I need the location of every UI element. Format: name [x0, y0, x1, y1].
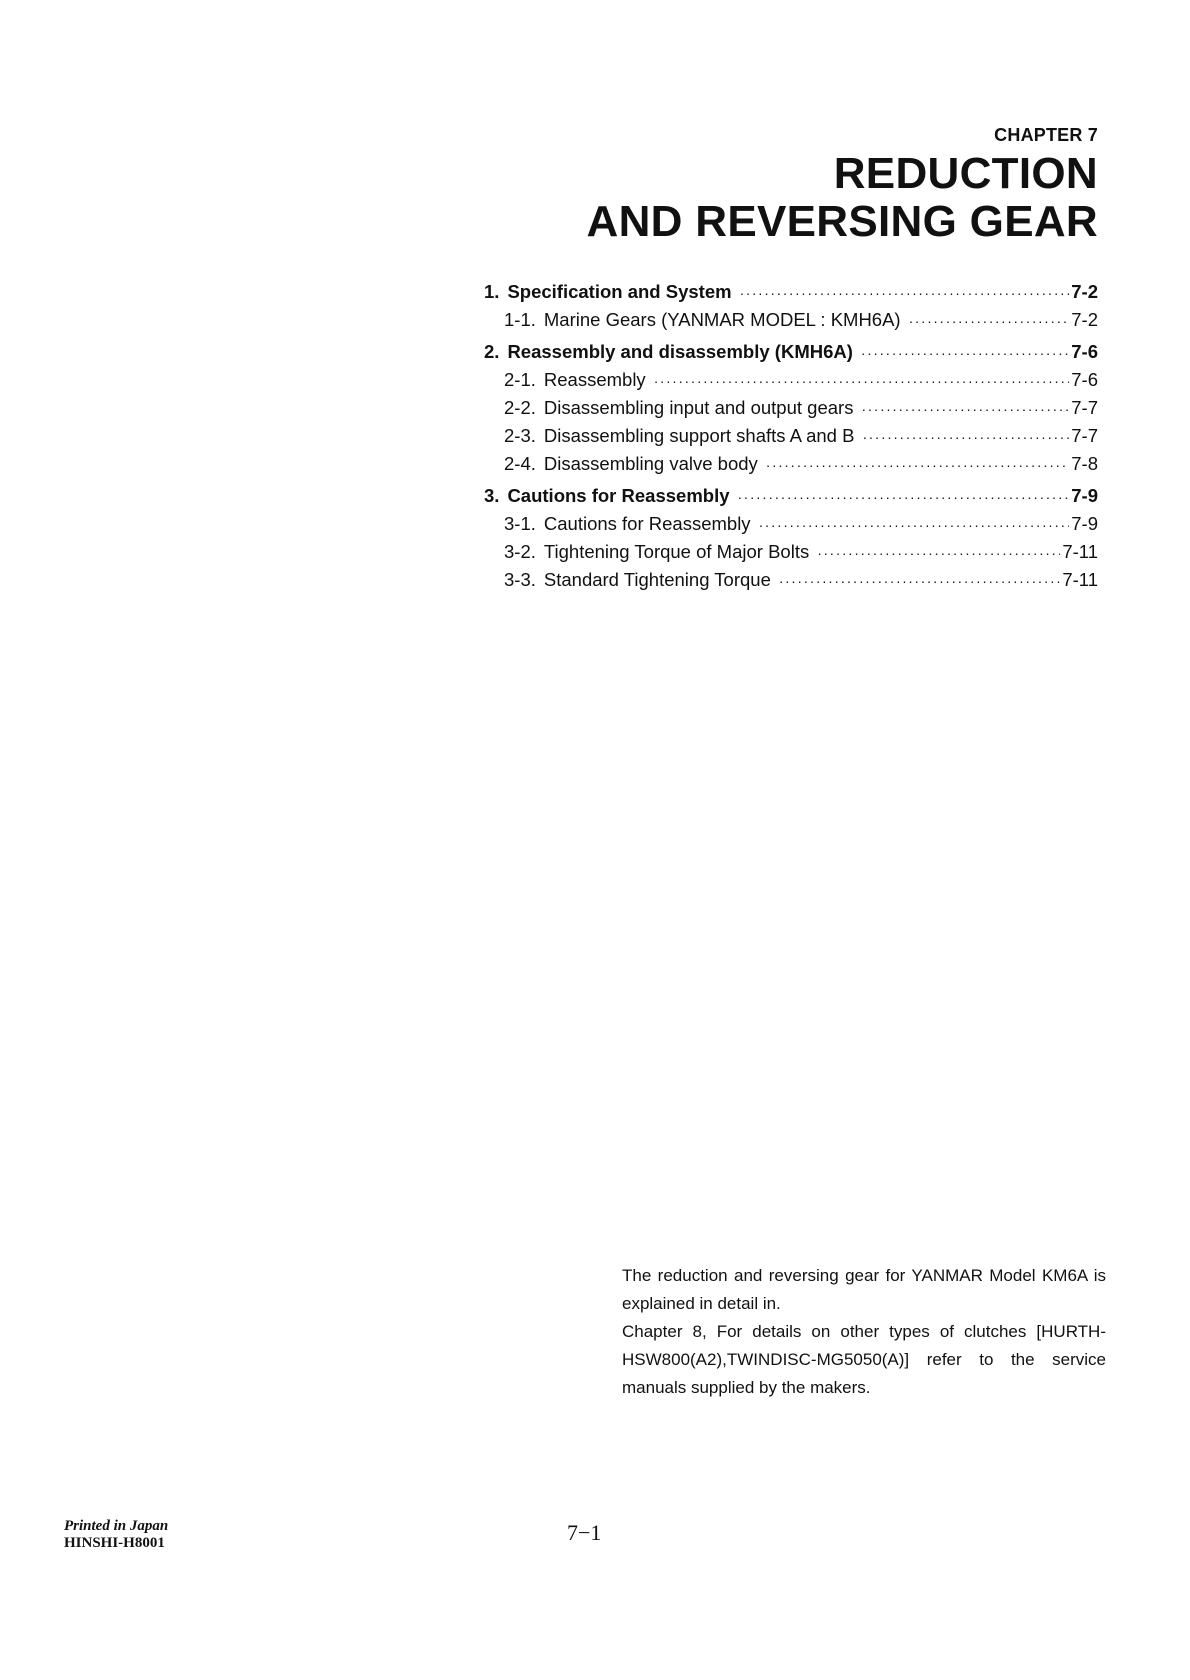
toc-entry-page: 7-2	[1071, 281, 1098, 302]
chapter-label: CHAPTER 7	[994, 125, 1098, 145]
footer-imprint	[64, 1518, 168, 1552]
table-of-contents	[484, 278, 1098, 594]
toc-entry[interactable]	[484, 450, 1098, 478]
toc-entry-title: Cautions for Reassembly	[507, 485, 730, 506]
toc-entry-page: 7-8	[1071, 453, 1098, 474]
chapter-note	[622, 1262, 1106, 1402]
toc-entry-number: 3-2.	[504, 541, 536, 562]
toc-entry-page: 7-7	[1071, 425, 1098, 446]
toc-entry-page: 7-9	[1071, 513, 1098, 534]
toc-entry-number: 3.	[484, 485, 500, 506]
chapter-title-line-1: REDUCTION	[833, 149, 1098, 198]
toc-entry-number: 2-1.	[504, 369, 536, 390]
toc-entry-title: Specification and System	[507, 281, 732, 302]
toc-entry-title: Standard Tightening Torque	[543, 569, 771, 590]
toc-entry-title: Reassembly and disassembly (KMH6A)	[507, 341, 853, 362]
toc-entry-title: Marine Gears (YANMAR MODEL : KMH6A)	[543, 309, 901, 330]
toc-entry-title: Disassembling valve body	[543, 453, 758, 474]
toc-entry[interactable]	[484, 306, 1098, 334]
toc-entry-page: 7-6	[1071, 341, 1098, 362]
toc-entry-title: Reassembly	[543, 369, 646, 390]
toc-leader-dots	[779, 567, 1060, 595]
toc-entry-page: 7-7	[1071, 397, 1098, 418]
toc-leader-dots	[817, 539, 1060, 567]
toc-leader-dots	[766, 451, 1069, 479]
toc-leader-dots	[654, 367, 1070, 395]
toc-entry[interactable]	[484, 422, 1098, 450]
toc-leader-dots	[909, 307, 1070, 335]
toc-leader-dots	[862, 423, 1069, 451]
toc-entry-title: Cautions for Reassembly	[543, 513, 751, 534]
toc-entry[interactable]	[484, 510, 1098, 538]
toc-entry[interactable]	[484, 566, 1098, 594]
toc-entry-title: Disassembling input and output gears	[543, 397, 854, 418]
toc-leader-dots	[738, 483, 1070, 511]
note-paragraph-2: Chapter 8, For details on other types of clutches [HURTH-HSW800(A2),TWINDISC-MG5050(A)] refer to the service manuals supplied by the makers.	[622, 1322, 1106, 1397]
page-number: 7−1	[567, 1520, 602, 1545]
toc-entry-title: Tightening Torque of Major Bolts	[543, 541, 810, 562]
toc-entry[interactable]	[484, 338, 1098, 366]
toc-leader-dots	[861, 339, 1069, 367]
toc-leader-dots	[861, 395, 1069, 423]
chapter-title-line-2: AND REVERSING GEAR	[586, 197, 1098, 246]
toc-entry[interactable]	[484, 366, 1098, 394]
toc-entry-number: 2-3.	[504, 425, 536, 446]
toc-entry-number: 1.	[484, 281, 500, 302]
toc-entry-number: 2-2.	[504, 397, 536, 418]
chapter-title	[587, 150, 1098, 246]
toc-entry-number: 3-3.	[504, 569, 536, 590]
toc-entry-page: 7-11	[1062, 541, 1098, 562]
toc-entry-number: 2-4.	[504, 453, 536, 474]
toc-entry-page: 7-11	[1062, 569, 1098, 590]
toc-entry-number: 1-1.	[504, 309, 536, 330]
document-code: HINSHI-H8001	[64, 1535, 165, 1551]
toc-entry-page: 7-9	[1071, 485, 1098, 506]
toc-leader-dots	[740, 279, 1070, 307]
toc-entry[interactable]	[484, 482, 1098, 510]
toc-entry-title: Disassembling support shafts A and B	[543, 425, 855, 446]
note-paragraph-1: The reduction and reversing gear for YANMAR Model KM6A is explained in detail in.	[622, 1266, 1106, 1313]
toc-entry-page: 7-6	[1071, 369, 1098, 390]
printed-in-label: Printed in Japan	[64, 1518, 169, 1534]
toc-entry[interactable]	[484, 538, 1098, 566]
toc-entry[interactable]	[484, 394, 1098, 422]
toc-entry-page: 7-2	[1071, 309, 1098, 330]
toc-entry-number: 3-1.	[504, 513, 536, 534]
toc-leader-dots	[759, 511, 1070, 539]
toc-entry[interactable]	[484, 278, 1098, 306]
toc-entry-number: 2.	[484, 341, 500, 362]
